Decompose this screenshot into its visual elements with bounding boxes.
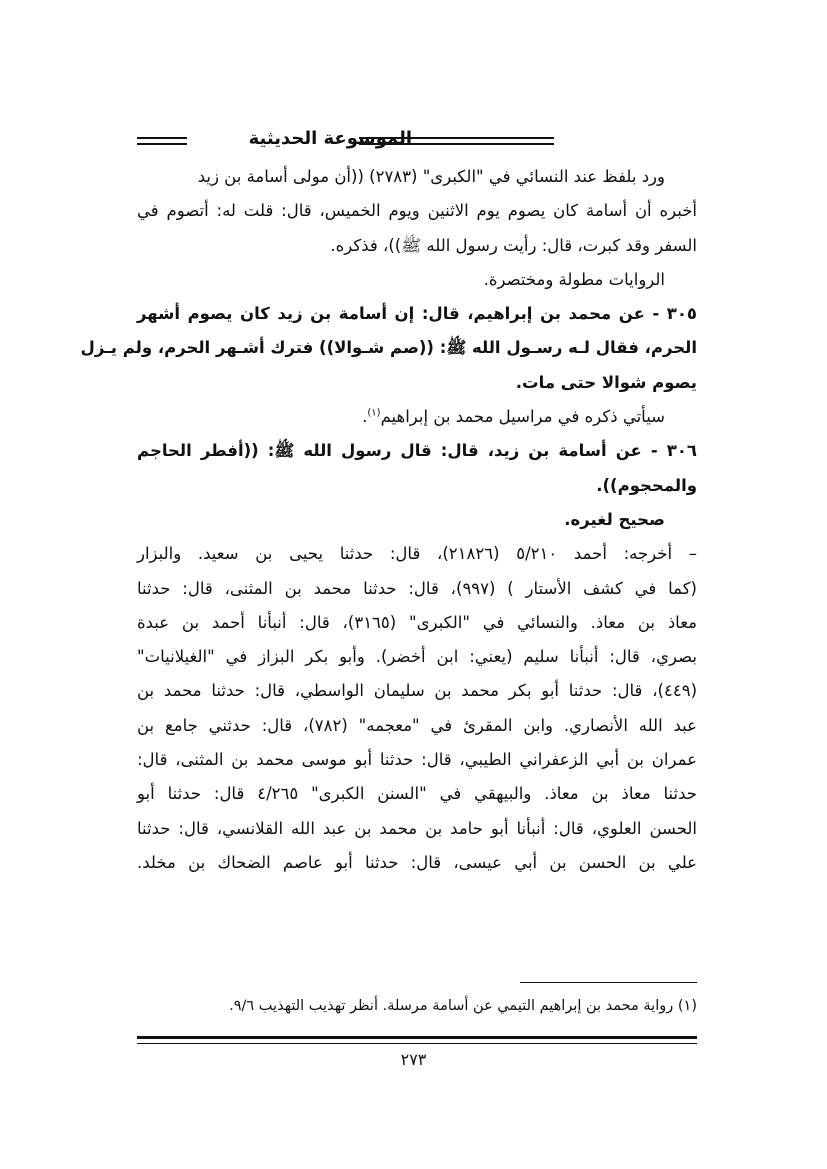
takhrij-line: عمران بن أبي الزعفراني الطيبي، قال: حدثنا أبو موسى محمد بن المثنى، قال: (137, 750, 697, 770)
header-rule-left-top (137, 137, 187, 139)
running-header (137, 128, 697, 158)
text-line-tail: . (362, 407, 368, 427)
footer-rule-thin (137, 1043, 697, 1044)
text-line-with-footnote-ref (137, 400, 697, 434)
main-text (80, 160, 697, 880)
takhrij-line: (٤٤٩)، قال: حدثنا أبو بكر محمد بن سليمان الواسطي، قال: حدثنا محمد بن (137, 681, 697, 701)
grading-line: صحيح لغيره. (564, 509, 665, 529)
footnote-ref[interactable]: (١) (367, 407, 381, 419)
hadith-305-line: الحرم، فقال لـه رسـول الله ﷺ: ((صم شـوالا)) فترك أشـهر الحرم، ولم يـزل (80, 338, 697, 358)
header-rule-left-bottom (137, 143, 187, 145)
hadith-305-line: يصوم شوالا حتى مات. (515, 372, 697, 392)
footnote-text: (١) رواية محمد بن إبراهيم التيمي عن أسامة مرسلة. أنظر تهذيب التهذيب ٩/٦. (229, 998, 697, 1014)
hadith-306-line: والمحجوم)). (596, 475, 697, 495)
takhrij-line: علي بن الحسن بن أبي عيسى، قال: حدثنا أبو عاصم الضحاك بن مخلد. (137, 852, 697, 872)
header-title: الموسوعة الحديثية (248, 128, 412, 149)
takhrij-line: معاذ بن معاذ. والنسائي في "الكبرى" (٣١٦٥)، قال: أنبأنا أحمد بن عبدة (137, 612, 697, 632)
page-number: ٢٧٣ (400, 1050, 427, 1069)
takhrij-line: حدثنا معاذ بن معاذ. والبيهقي في "السنن الكبرى" ٤/٢٦٥ قال: حدثنا أبو (137, 784, 697, 804)
takhrij-line: (كما في كشف الأستار ) (٩٩٧)، قال: حدثنا محمد بن المثنى، قال: حدثنا (137, 578, 697, 598)
text-line: السفر وقد كبرت، قال: رأيت رسول الله ﷺ))، فذكره. (330, 235, 697, 255)
takhrij-line: الحسن العلوي، قال: أنبأنا أبو حامد بن محمد بن عبد الله القلانسي، قال: حدثنا (137, 818, 697, 838)
footnote-separator (520, 982, 697, 983)
takhrij-line: بصري، قال: أنبأنا سليم (يعني: ابن أخضر). وأبو بكر البزاز في "الغيلانيات" (137, 647, 697, 667)
text-line: أخبره أن أسامة كان يصوم يوم الاثنين ويوم الخميس، قال: قلت له: أتصوم في (137, 201, 697, 221)
hadith-306-line: ٣٠٦ - عن أسامة بن زيد، قال: قال رسول الله ﷺ: ((أفطر الحاجم (137, 441, 697, 461)
text-line: ورد بلفظ عند النسائي في "الكبرى" (٢٧٨٣) ((أن مولى أسامة بن زيد (197, 167, 665, 186)
takhrij-line: – أخرجه: أحمد ٥/٢١٠ (٢١٨٢٦)، قال: حدثنا يحيى بن سعيد. والبزار (137, 544, 697, 564)
footer-rule-thick (137, 1036, 697, 1039)
text-line: سيأتي ذكره في مراسيل محمد بن إبراهيم (380, 407, 665, 427)
text-line: الروايات مطولة ومختصرة. (483, 269, 665, 289)
takhrij-line: عبد الله الأنصاري. وابن المقرئ في "معجمه" (٧٨٢)، قال: حدثني جامع بن (137, 715, 697, 735)
hadith-305-line: ٣٠٥ - عن محمد بن إبراهيم، قال: إن أسامة بن زيد كان يصوم أشهر (137, 304, 697, 324)
